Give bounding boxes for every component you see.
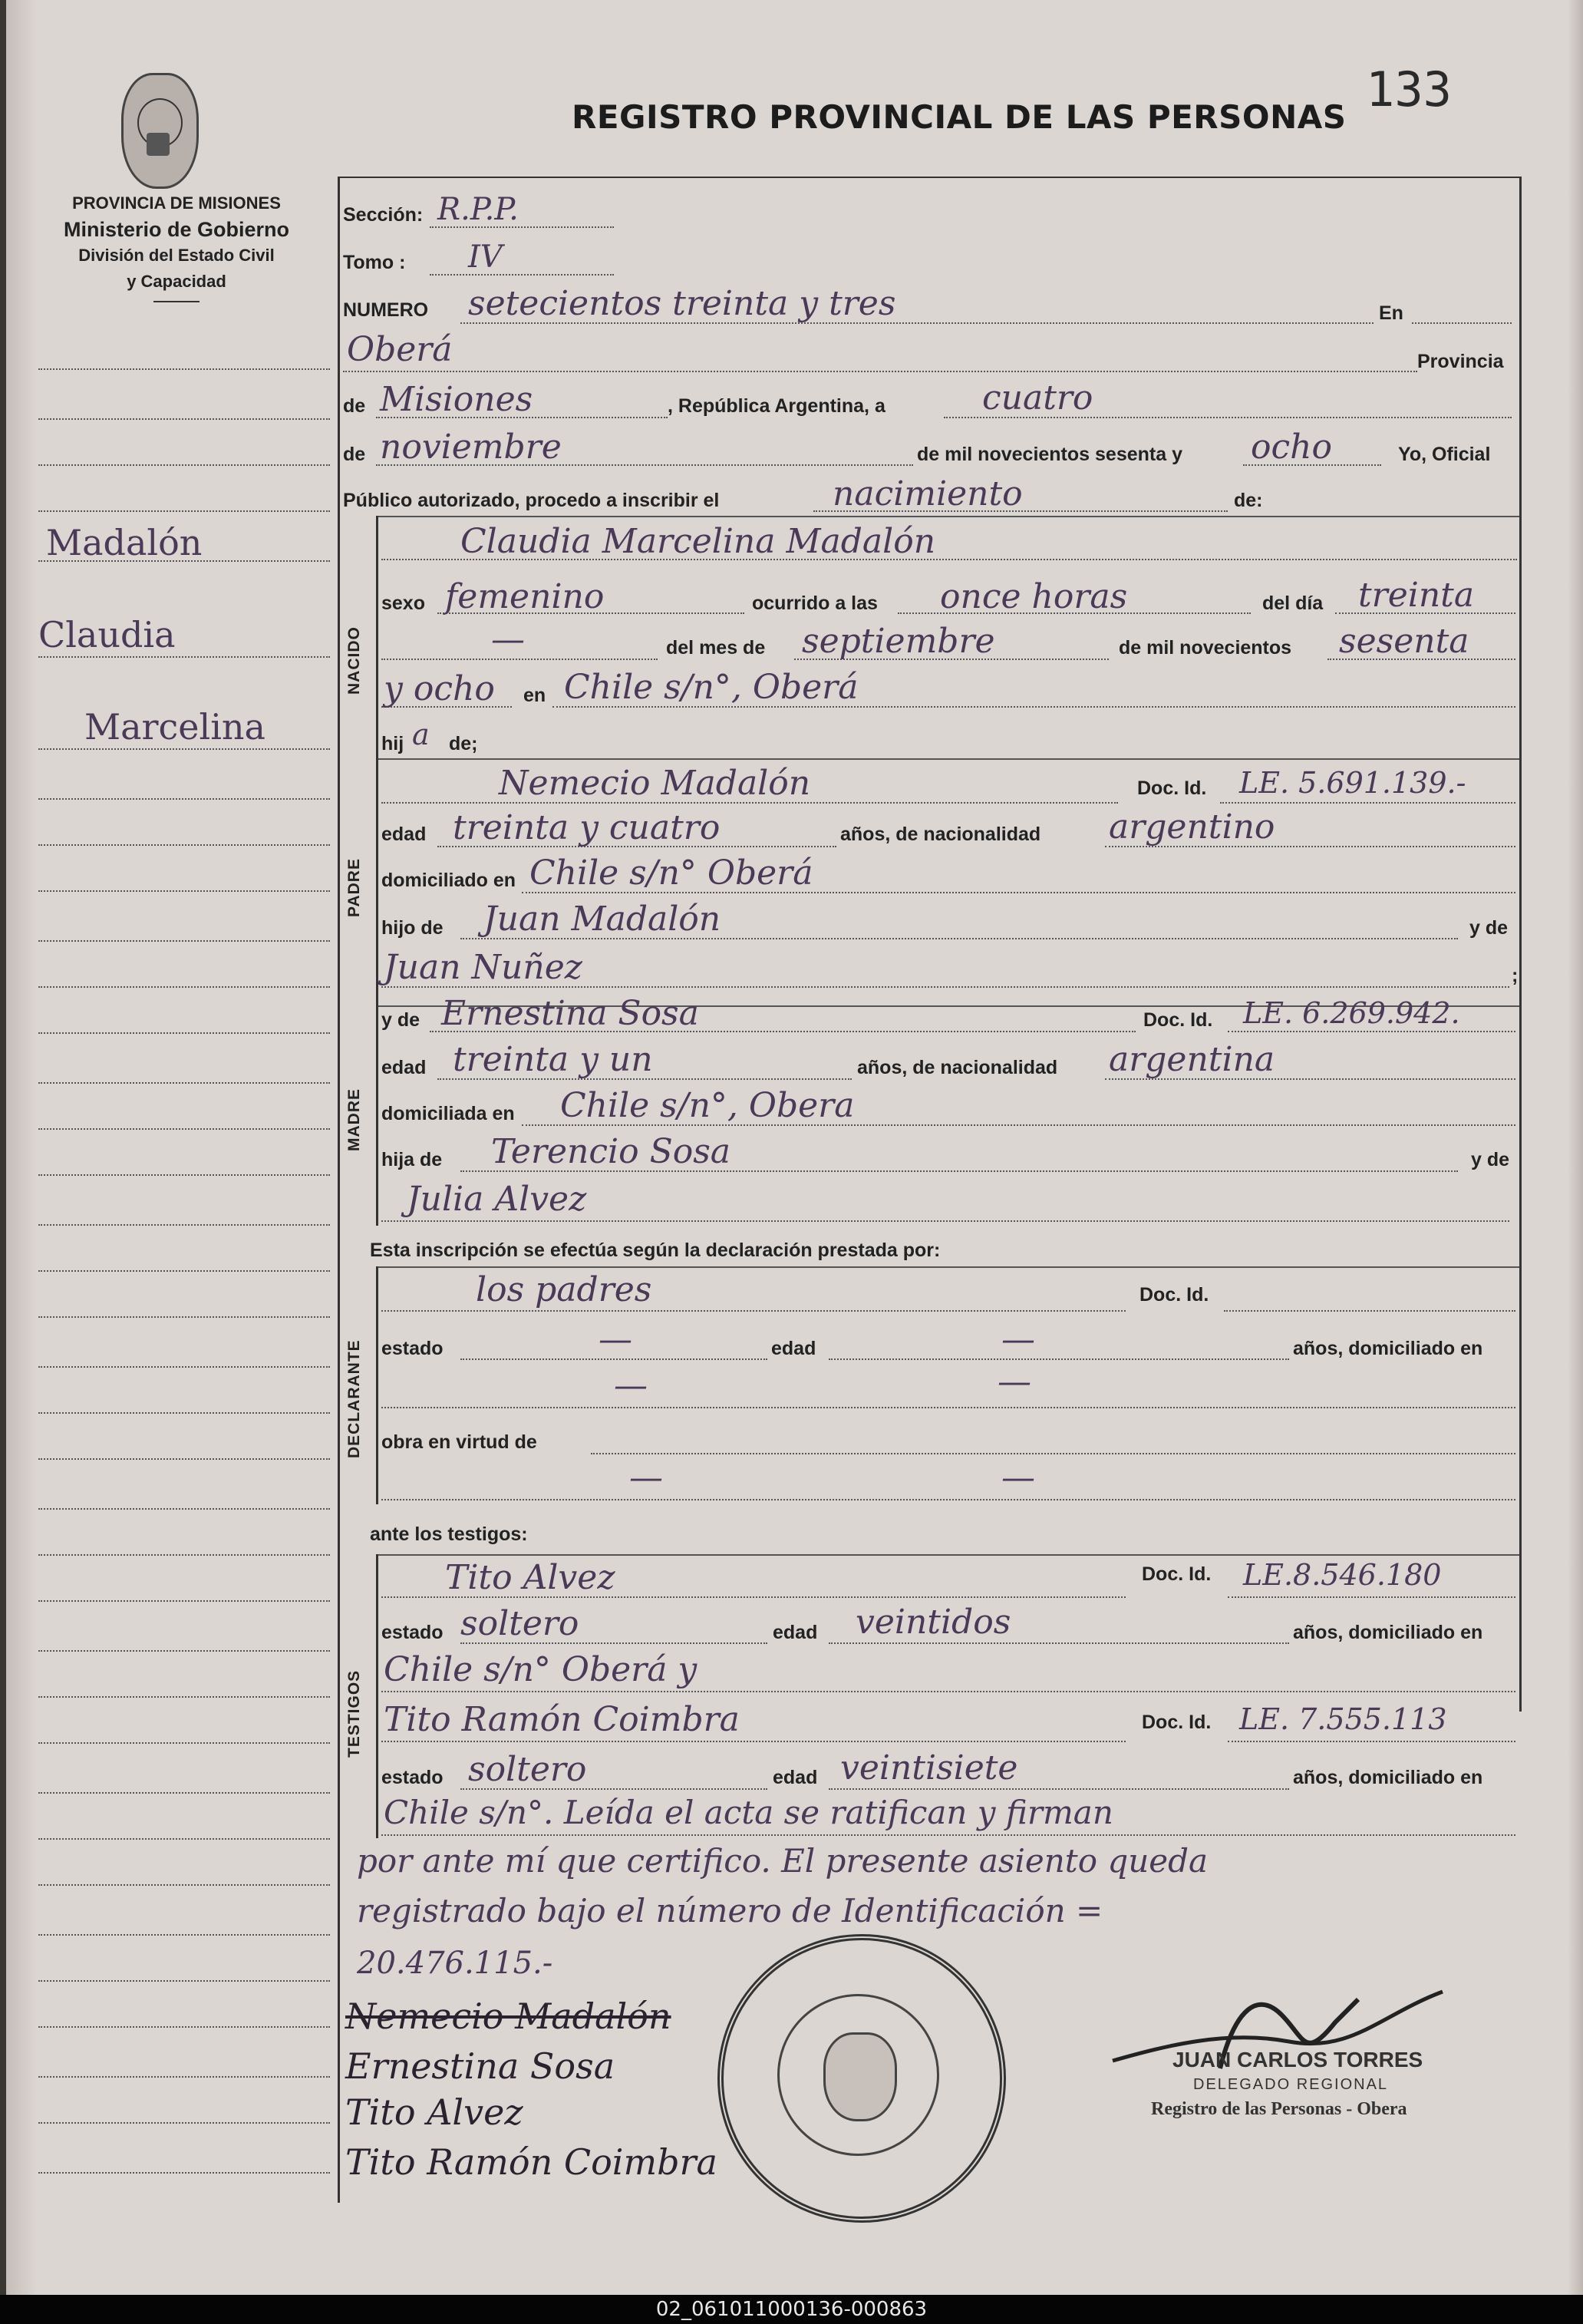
margin-name-1: Claudia [38,614,176,655]
ministry-name: Ministerio de Gobierno [63,218,290,241]
padre-dom-value: Chile s/n° Oberá [529,853,813,893]
testigo1-nombre: Tito Alvez [445,1558,615,1597]
folio-number: 133 [1366,61,1452,117]
ante-testigos-label: ante los testigos: [370,1523,528,1545]
madre-y-de-label-2: y de [1471,1149,1510,1170]
republica-label: , República Argentina, a [668,395,885,417]
padre-nac-value: argentino [1109,807,1275,847]
padre-madre-value: Juan Nuñez [384,948,582,987]
sexo-label: sexo [381,593,425,614]
testigo2-anos-label: años, domiciliado en [1293,1767,1483,1788]
en-lc-label: en [523,685,546,706]
declarante-anos-label: años, domiciliado en [1293,1338,1483,1359]
declarante-edad-value: — [1001,1320,1035,1359]
de-label-1: de [343,395,366,417]
section-declarante: DECLARANTE [345,1339,363,1458]
signature-mother: Ernestina Sosa [345,2045,615,2087]
division-line-1: División del Estado Civil [78,246,275,265]
provincial-crest [121,73,199,189]
hij-de-label: de; [449,733,478,754]
anio-inscripcion-value: ocho [1251,427,1332,467]
obra-value-1: — [629,1458,663,1497]
seccion-value: R.P.P. [437,192,519,227]
testigo2-doc-label: Doc. Id. [1142,1712,1212,1733]
lugar-nacimiento-value: Chile s/n°, Oberá [564,668,859,707]
anio-value: sesenta [1339,622,1469,661]
madre-nombre: Ernestina Sosa [441,994,699,1033]
testigo2-edad-value: veintisiete [840,1748,1018,1788]
testigo2-doc-value: LE. 7.555.113 [1239,1702,1447,1736]
mes-inscripcion-value: noviembre [380,427,562,467]
en-label: En [1379,302,1403,324]
declarante-estado-value: — [599,1320,632,1359]
madre-nac-value: argentina [1109,1040,1275,1079]
anio-cont-value: y ocho [384,669,495,708]
testigo2-edad-label: edad [773,1767,818,1788]
padre-edad-value: treinta y cuatro [453,808,721,847]
del-mes-label: del mes de [666,637,766,659]
tomo-label: Tomo : [343,252,406,273]
certification-note-3: registrado bajo el número de Identificación = [357,1892,1103,1930]
testigo1-estado-label: estado [381,1622,444,1643]
publico-label: Público autorizado, procedo a inscribir el [343,490,720,511]
sexo-value: femenino [445,577,605,616]
padre-nombre: Nemecio Madalón [499,764,811,803]
madre-dom-value: Chile s/n°, Obera [560,1086,855,1125]
madre-hija-de-label: hija de [381,1149,443,1170]
tomo-value: IV [468,239,503,275]
dia-inscripcion-value: cuatro [982,378,1093,418]
main-frame-top [338,177,1522,178]
testigo1-edad-value: veintidos [856,1603,1011,1642]
official-name: JUAN CARLOS TORRES [1172,2048,1423,2071]
madre-madre-value: Julia Alvez [407,1180,587,1219]
padre-edad-label: edad [381,824,427,845]
testigo1-doc-value: LE.8.546.180 [1243,1558,1442,1592]
de-mil-label: de mil novecientos sesenta y [917,444,1182,465]
testigo2-estado-label: estado [381,1767,444,1788]
declarante-edad-label: edad [771,1338,816,1359]
declarante-value: los padres [476,1270,652,1309]
dia-cont-value: — [491,620,525,659]
main-frame-left [338,177,340,2203]
madre-edad-label: edad [381,1057,427,1078]
testigo1-doc-label: Doc. Id. [1142,1563,1212,1585]
seccion-label: Sección: [343,204,424,226]
page-edge [1568,0,1583,2295]
official-round-seal [717,1934,1006,2223]
obra-label: obra en virtud de [381,1431,537,1453]
nombre-nacido: Claudia Marcelina Madalón [460,522,936,561]
ocurrido-label: ocurrido a las [752,593,878,614]
padre-padre-value: Juan Madalón [483,900,721,939]
de-mil-nov-label: de mil novecientos [1119,637,1292,659]
certification-note-2: por ante mí que certifico. El presente asiento queda [357,1842,1209,1880]
madre-padre-value: Terencio Sosa [491,1132,731,1171]
division-line-2: y Capacidad [127,272,226,291]
semicolon-label: ; [1512,965,1519,986]
padre-y-de-label: y de [1469,917,1509,939]
section-nacido: NACIDO [345,626,363,695]
signature-witness-2: Tito Ramón Coimbra [345,2141,717,2183]
testigo1-edad-label: edad [773,1622,818,1643]
madre-doc-value: LE. 6.269.942. [1243,996,1460,1030]
provincia-value: Misiones [380,380,533,419]
official-signature [1105,1969,1450,2093]
province-name: PROVINCIA DE MISIONES [72,193,281,213]
official-title: DELEGADO REGIONAL [1193,2076,1389,2093]
declaracion-label: Esta inscripción se efectúa según la declaración prestada por: [370,1240,941,1261]
document-page [6,0,1571,2295]
madre-doc-label: Doc. Id. [1143,1009,1213,1031]
signature-father: Nemecio Madalón [345,1996,671,2037]
testigo1-estado-value: soltero [460,1604,579,1643]
acto-value: nacimiento [833,474,1023,513]
margin-name-2: Marcelina [84,706,265,748]
dia-value: treinta [1358,576,1475,615]
de-label-2: de [343,444,366,465]
testigo1-dom-value: Chile s/n° Oberá y [384,1650,698,1689]
testigo2-estado-value: soltero [468,1750,587,1789]
obra-value-2: — [1001,1458,1035,1497]
de-colon-label: de: [1234,490,1263,511]
madre-edad-value: treinta y un [453,1040,653,1079]
ministry-block [23,190,330,302]
hij-suffix: a [412,718,430,751]
mes-value: septiembre [802,622,995,661]
numero-value: setecientos treinta y tres [468,284,896,323]
document-title: REGISTRO PROVINCIAL DE LAS PERSONAS [572,98,1347,136]
testigo2-dom-note: Chile s/n°. Leída el acta se ratifican y firman [384,1794,1113,1831]
testigo2-nombre: Tito Ramón Coimbra [384,1700,740,1739]
lugar-value: Oberá [347,330,453,369]
padre-doc-value: LE. 5.691.139.- [1239,766,1466,800]
identification-number: 20.476.115.- [357,1946,553,1981]
madre-nac-label: años, de nacionalidad [857,1057,1058,1078]
declarante-doc-label: Doc. Id. [1139,1284,1209,1306]
madre-y-de-label: y de [381,1009,420,1031]
numero-label: NUMERO [343,299,429,321]
declarante-estado-label: estado [381,1338,444,1359]
padre-dom-label: domiciliado en [381,870,516,891]
section-padre: PADRE [345,858,363,917]
yo-oficial-label: Yo, Oficial [1398,444,1491,465]
section-madre: MADRE [345,1088,363,1151]
declarante-dom-1: — [614,1366,648,1405]
testigo1-anos-label: años, domiciliado en [1293,1622,1483,1643]
image-code-footer: 02_061011000136-000863 [0,2295,1583,2324]
padre-hijo-de-label: hijo de [381,917,444,939]
main-frame-right [1519,177,1522,1712]
declarante-dom-2: — [998,1362,1031,1401]
padre-doc-label: Doc. Id. [1137,777,1207,799]
margin-surname: Madalón [46,522,203,563]
page-binding [6,0,37,2295]
signature-witness-1: Tito Alvez [345,2091,523,2133]
hij-label: hij [381,733,404,754]
del-dia-label: del día [1262,593,1324,614]
provincia-label: Provincia [1417,351,1504,372]
section-testigos: TESTIGOS [345,1669,363,1758]
madre-dom-label: domiciliada en [381,1103,515,1124]
padre-nac-label: años, de nacionalidad [840,824,1041,845]
hora-value: once horas [940,577,1128,616]
official-office: Registro de las Personas - Obera [1151,2099,1407,2119]
